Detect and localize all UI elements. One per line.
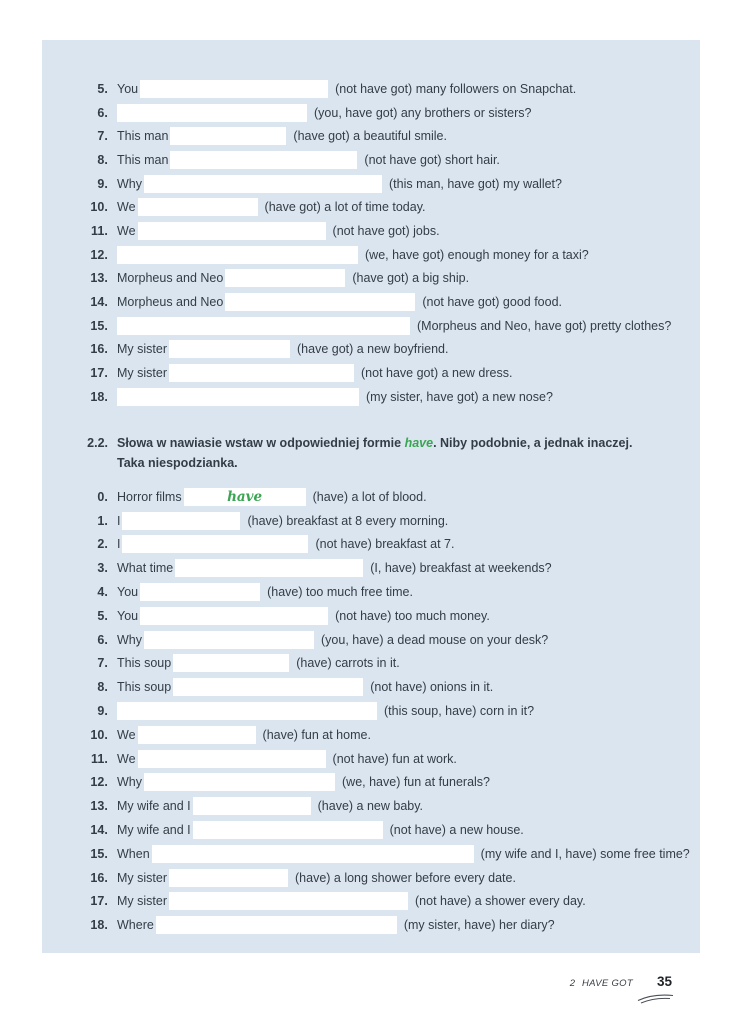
item-number: 5.	[97, 608, 108, 623]
answer-blank[interactable]	[138, 750, 326, 768]
answer-blank[interactable]	[138, 222, 326, 240]
answer-blank[interactable]	[138, 198, 258, 216]
item-prompt-text: (not have) breakfast at 7.	[315, 537, 455, 552]
item-number: 14.	[90, 295, 108, 310]
item-prompt-text: (not have) a new house.	[389, 823, 524, 838]
item-number: 10.	[90, 727, 108, 742]
item-lead-text: I	[117, 537, 121, 552]
item-number: 1.	[97, 513, 108, 528]
exercise-item-row	[78, 890, 694, 914]
item-prompt-text: (not have) fun at work.	[332, 751, 457, 766]
exercise-item-row	[78, 485, 694, 509]
item-lead-text: Where	[117, 918, 154, 933]
answer-blank[interactable]	[193, 821, 383, 839]
item-prompt-text: (have got) a new boyfriend.	[297, 342, 449, 357]
exercise-item-row	[78, 771, 694, 795]
item-prompt-text: (this soup, have) corn in it?	[384, 704, 535, 719]
item-number: 14.	[90, 823, 108, 838]
item-prompt-text: (have got) a beautiful smile.	[293, 129, 447, 144]
item-lead-text: My wife and I	[117, 823, 191, 838]
answer-blank[interactable]	[169, 364, 354, 382]
item-lead-text: When	[117, 846, 150, 861]
answer-blank[interactable]	[144, 773, 335, 791]
exercise-item-row	[78, 842, 694, 866]
item-lead-text: We	[117, 200, 136, 215]
item-lead-text: We	[117, 751, 136, 766]
page-footer	[480, 974, 672, 989]
item-prompt-text: (you, have got) any brothers or sisters?	[314, 105, 532, 120]
item-prompt-text: (not have got) many followers on Snapchat.	[335, 81, 577, 96]
answer-blank[interactable]	[175, 559, 363, 577]
answer-blank[interactable]	[117, 246, 358, 264]
item-prompt-text: (not have) too much money.	[335, 608, 490, 623]
exercise-item-row	[78, 723, 694, 747]
page-number: 35	[656, 974, 672, 989]
exercise-panel	[42, 40, 700, 953]
exercise-item-row	[78, 675, 694, 699]
answer-blank[interactable]	[117, 388, 359, 406]
item-number: 4.	[97, 585, 108, 600]
item-prompt-text: (not have got) short hair.	[364, 152, 500, 167]
item-number: 3.	[97, 561, 108, 576]
answer-blank[interactable]	[144, 631, 314, 649]
answer-blank[interactable]	[169, 892, 408, 910]
item-prompt-text: (Morpheus and Neo, have got) pretty clothes?	[417, 318, 672, 333]
exercise-item-row	[78, 794, 694, 818]
item-number: 8.	[97, 152, 108, 167]
answer-blank[interactable]	[156, 916, 397, 934]
exercise-1-list	[78, 77, 694, 409]
item-number: 13.	[90, 271, 108, 286]
answer-blank[interactable]	[138, 726, 256, 744]
exercise-item-row	[78, 148, 694, 172]
exercise-item-row	[78, 580, 694, 604]
item-number: 12.	[90, 247, 108, 262]
answer-blank[interactable]	[173, 678, 363, 696]
item-number: 6.	[97, 105, 108, 120]
item-number: 13.	[90, 799, 108, 814]
exercise-item-row	[78, 385, 694, 409]
section-2-2-header	[78, 434, 632, 473]
item-number: 15.	[90, 846, 108, 861]
item-prompt-text: (not have) a shower every day.	[415, 894, 586, 909]
exercise-item-row	[78, 556, 694, 580]
item-number: 18.	[90, 389, 108, 404]
item-number: 8.	[97, 680, 108, 695]
item-prompt-text: (have got) a lot of time today.	[264, 200, 426, 215]
item-lead-text: You	[117, 608, 139, 623]
item-lead-text: Morpheus and Neo	[117, 271, 224, 286]
answer-blank[interactable]	[122, 512, 240, 530]
item-prompt-text: (my sister, have got) a new nose?	[366, 389, 553, 404]
written-answer: have	[227, 488, 263, 505]
item-lead-text: Why	[117, 775, 142, 790]
item-lead-text: This man	[117, 152, 169, 167]
answer-blank[interactable]	[184, 488, 306, 506]
item-number: 0.	[97, 489, 108, 504]
item-lead-text: This soup	[117, 656, 172, 671]
item-prompt-text: (my wife and I, have) some free time?	[480, 846, 690, 861]
item-lead-text: I	[117, 513, 121, 528]
item-prompt-text: (have) breakfast at 8 every morning.	[247, 513, 449, 528]
item-lead-text: My sister	[117, 870, 167, 885]
exercise-item-row	[78, 124, 694, 148]
answer-blank[interactable]	[144, 175, 382, 193]
item-lead-text: Why	[117, 632, 142, 647]
item-lead-text: My sister	[117, 894, 167, 909]
exercise-2-list	[78, 485, 694, 937]
item-prompt-text: (not have got) jobs.	[332, 223, 440, 238]
item-number: 15.	[90, 318, 108, 333]
item-number: 16.	[90, 870, 108, 885]
section-number: 2.2.	[87, 436, 108, 450]
answer-blank[interactable]	[170, 127, 286, 145]
item-number: 5.	[97, 81, 108, 96]
item-number: 10.	[90, 200, 108, 215]
item-number: 17.	[90, 366, 108, 381]
item-prompt-text: (this man, have got) my wallet?	[389, 176, 562, 191]
exercise-item-row	[78, 195, 694, 219]
item-prompt-text: (not have got) a new dress.	[361, 366, 513, 381]
exercise-item-row	[78, 699, 694, 723]
answer-blank[interactable]	[193, 797, 311, 815]
instruction-line-2: Taka niespodzianka.	[117, 455, 238, 470]
answer-blank[interactable]	[173, 654, 289, 672]
item-number: 6.	[97, 632, 108, 647]
answer-blank[interactable]	[140, 607, 328, 625]
item-prompt-text: (we, have got) enough money for a taxi?	[365, 247, 589, 262]
exercise-item-row	[78, 509, 694, 533]
exercise-item-row	[78, 267, 694, 291]
exercise-item-row	[78, 243, 694, 267]
item-number: 16.	[90, 342, 108, 357]
highlighted-word: have	[404, 436, 434, 450]
item-number: 7.	[97, 656, 108, 671]
answer-blank[interactable]	[117, 702, 377, 720]
item-prompt-text: (have) a long shower before every date.	[295, 870, 516, 885]
footer-swoosh-icon	[637, 992, 675, 1004]
exercise-item-row	[78, 628, 694, 652]
item-lead-text: We	[117, 223, 136, 238]
item-lead-text: My wife and I	[117, 799, 191, 814]
item-prompt-text: (have) carrots in it.	[296, 656, 400, 671]
answer-blank[interactable]	[152, 845, 474, 863]
answer-blank[interactable]	[117, 104, 307, 122]
item-prompt-text: (I, have) breakfast at weekends?	[370, 561, 552, 576]
answer-blank[interactable]	[170, 151, 357, 169]
answer-blank[interactable]	[225, 293, 415, 311]
item-prompt-text: (my sister, have) her diary?	[403, 918, 555, 933]
exercise-item-row	[78, 913, 694, 937]
item-number: 7.	[97, 129, 108, 144]
item-number: 17.	[90, 894, 108, 909]
instruction-line-1: Słowa w nawiasie wstaw w odpowiedniej formie have. Niby podobnie, a jednak inaczej.	[117, 436, 633, 450]
answer-blank[interactable]	[140, 80, 328, 98]
item-prompt-text: (have) fun at home.	[262, 727, 371, 742]
answer-blank[interactable]	[140, 583, 260, 601]
chapter-title: HAVE GOT	[582, 978, 633, 989]
exercise-item-row	[78, 314, 694, 338]
exercise-item-row	[78, 604, 694, 628]
item-prompt-text: (have) a lot of blood.	[312, 489, 427, 504]
item-lead-text: This man	[117, 129, 169, 144]
exercise-item-row	[78, 361, 694, 385]
item-prompt-text: (we, have) fun at funerals?	[342, 775, 490, 790]
item-prompt-text: (have) a new baby.	[317, 799, 424, 814]
item-prompt-text: (not have got) good food.	[422, 295, 563, 310]
exercise-item-row	[78, 747, 694, 771]
item-lead-text: Horror films	[117, 489, 182, 504]
exercise-item-row	[78, 101, 694, 125]
exercise-item-row	[78, 818, 694, 842]
exercise-item-row	[78, 77, 694, 101]
item-number: 12.	[90, 775, 108, 790]
item-prompt-text: (have) too much free time.	[267, 585, 413, 600]
item-lead-text: You	[117, 585, 139, 600]
exercise-item-row	[78, 290, 694, 314]
chapter-number: 2	[569, 978, 575, 989]
answer-blank[interactable]	[169, 869, 288, 887]
item-lead-text: You	[117, 81, 139, 96]
exercise-item-row	[78, 338, 694, 362]
item-lead-text: Morpheus and Neo	[117, 295, 224, 310]
item-number: 2.	[97, 537, 108, 552]
item-lead-text: This soup	[117, 680, 172, 695]
item-number: 18.	[90, 918, 108, 933]
item-number: 11.	[91, 751, 108, 766]
answer-blank[interactable]	[225, 269, 345, 287]
item-lead-text: My sister	[117, 342, 167, 357]
answer-blank[interactable]	[122, 535, 308, 553]
item-number: 9.	[97, 704, 108, 719]
item-lead-text: What time	[117, 561, 174, 576]
section-instruction	[117, 434, 632, 473]
exercise-item-row	[78, 172, 694, 196]
item-prompt-text: (have got) a big ship.	[352, 271, 470, 286]
exercise-item-row	[78, 652, 694, 676]
answer-blank[interactable]	[169, 340, 290, 358]
item-prompt-text: (not have) onions in it.	[370, 680, 494, 695]
exercise-item-row	[78, 219, 694, 243]
item-number: 9.	[97, 176, 108, 191]
item-lead-text: We	[117, 727, 136, 742]
exercise-item-row	[78, 533, 694, 557]
exercise-item-row	[78, 866, 694, 890]
item-lead-text: Why	[117, 176, 142, 191]
item-number: 11.	[91, 223, 108, 238]
answer-blank[interactable]	[117, 317, 410, 335]
item-prompt-text: (you, have) a dead mouse on your desk?	[321, 632, 549, 647]
item-lead-text: My sister	[117, 366, 167, 381]
